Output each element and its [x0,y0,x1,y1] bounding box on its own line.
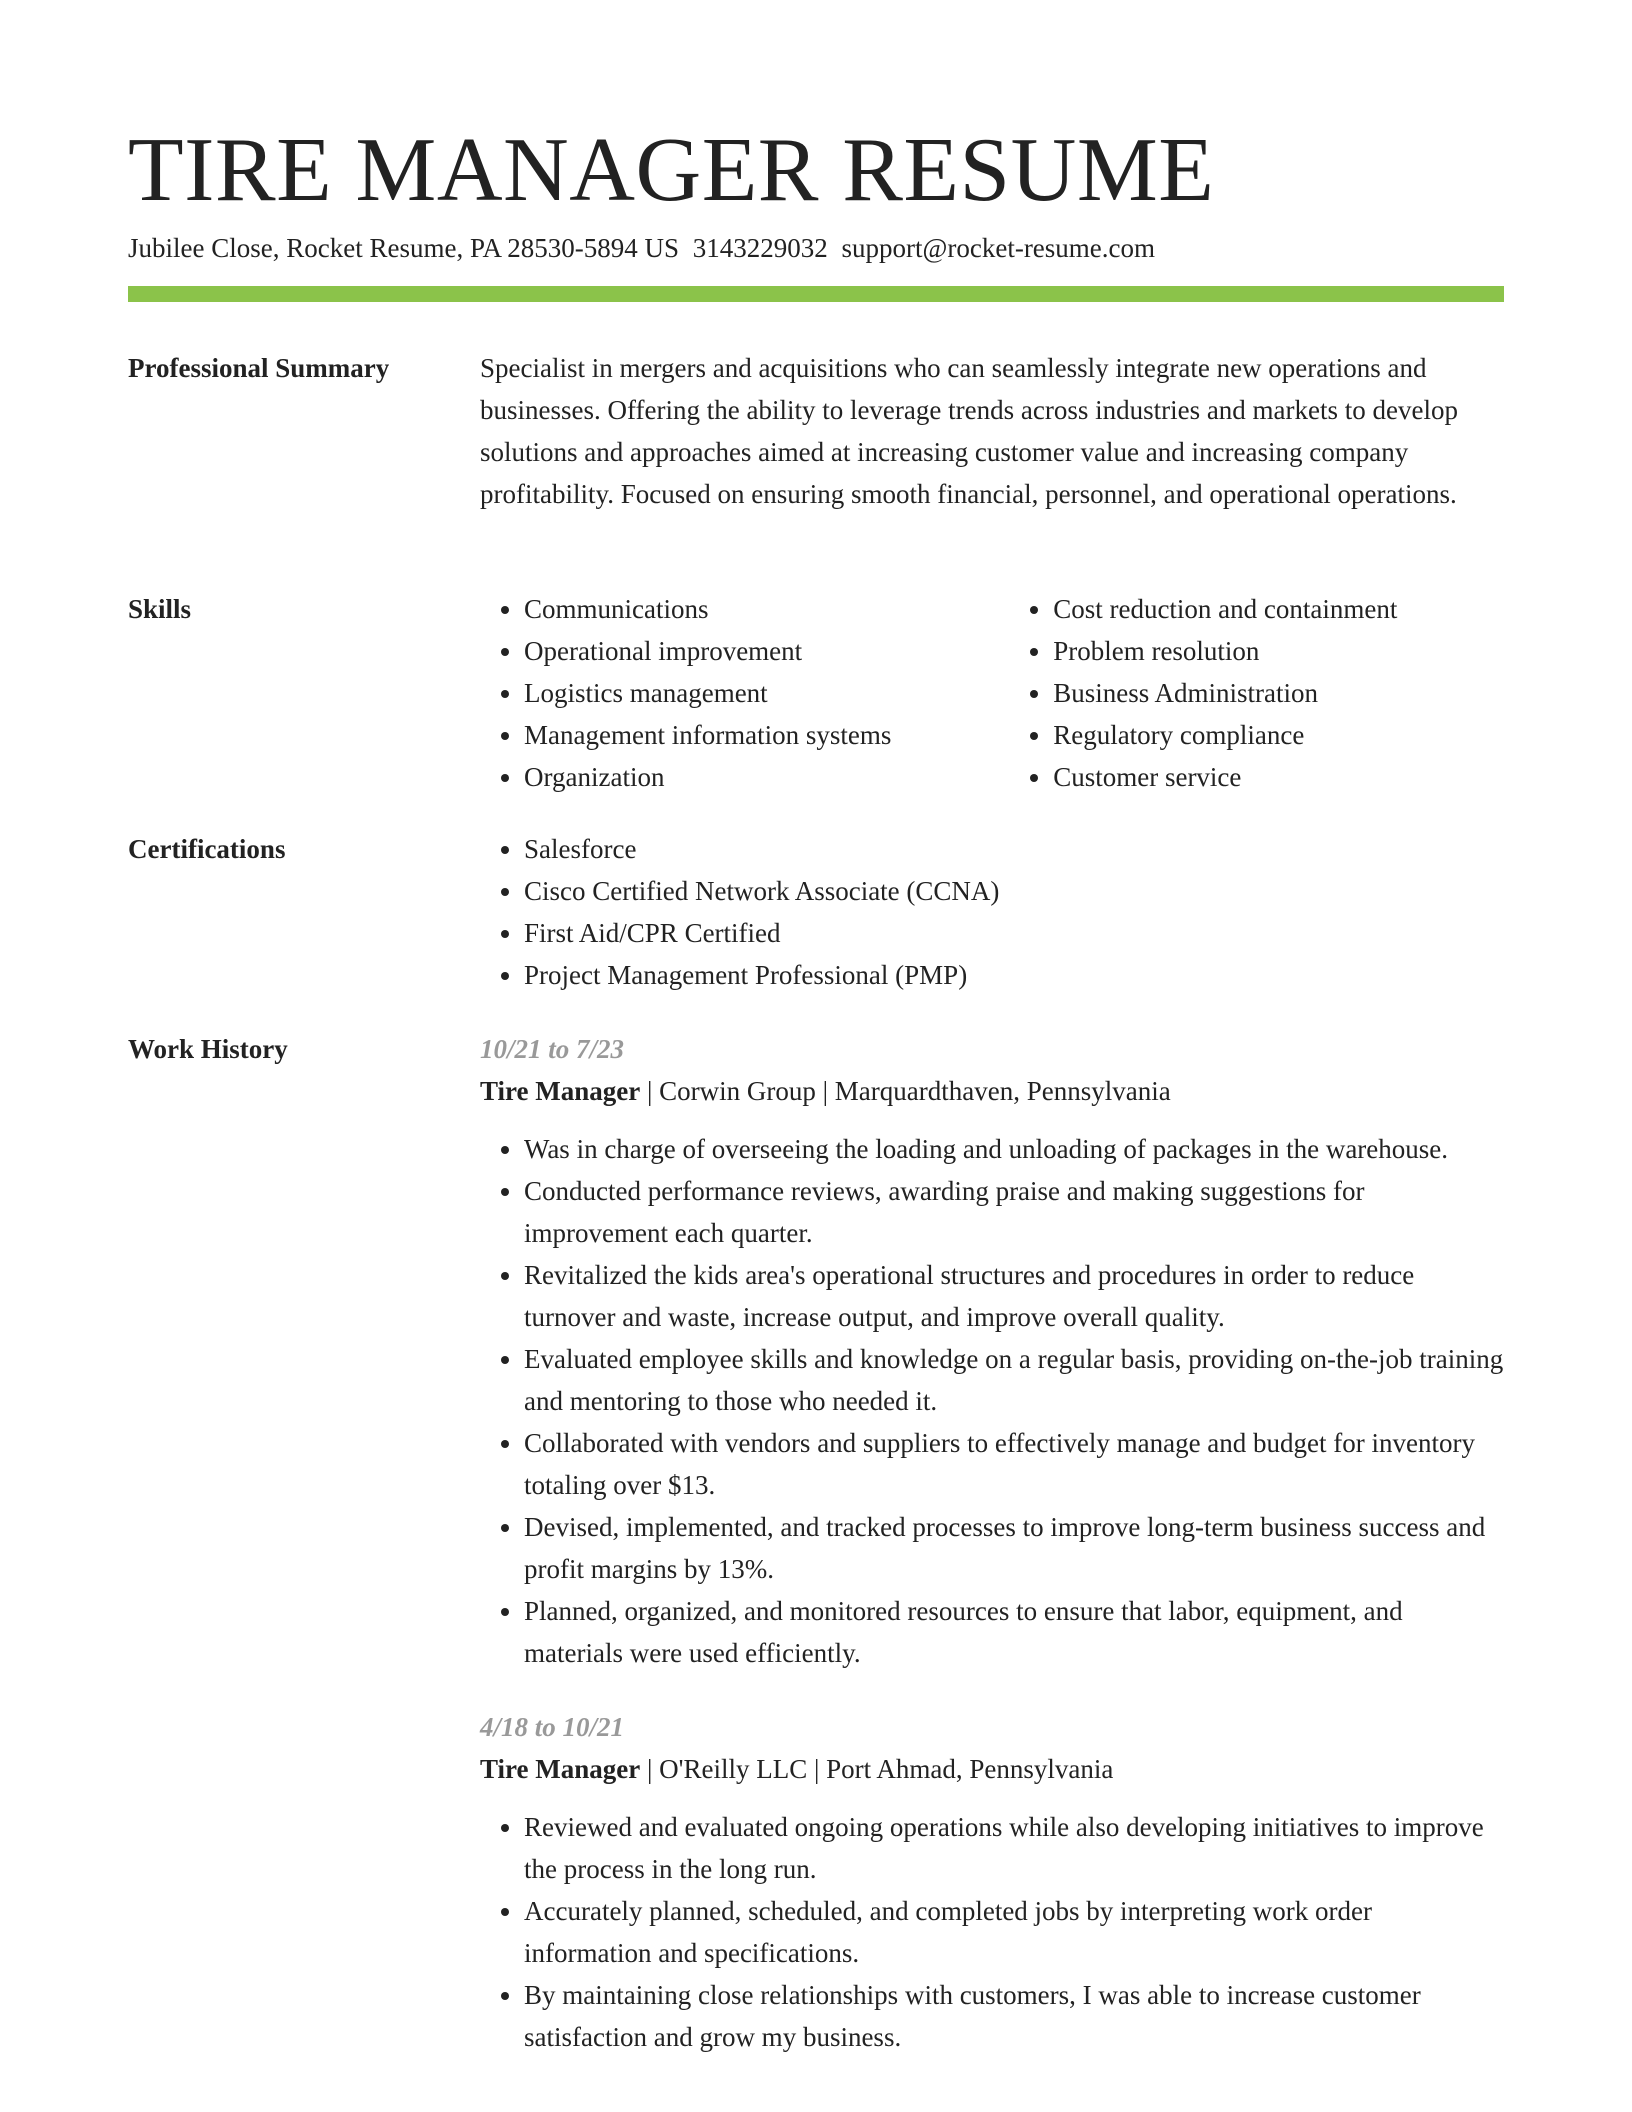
job-duty: • Was in charge of overseeing the loading and unloading of packages in the warehouse. [524,1128,1504,1170]
skill-item: • Regulatory compliance [1053,714,1504,756]
contact-email: support@rocket-resume.com [841,233,1156,263]
job-entry [480,1706,1504,2058]
skill-item: • Business Administration [1053,672,1504,714]
certifications-content [480,828,1504,996]
skill-item: • Problem resolution [1053,630,1504,672]
job-duty: • Conducted performance reviews, awarding praise and making suggestions for improvement each quarter. [524,1170,1504,1254]
contact-line [128,230,1155,266]
skills-columns [480,588,1504,798]
job-duties-list [480,1128,1504,1674]
summary-text: Specialist in mergers and acquisitions who can seamlessly integrate new operations and businesses. Offering the ability to leverage trends across industries and markets to develop solutions and approaches aimed at increasing customer value and increasing company profitability. Focused on ensuring smooth financial, personnel, and operational operations. [480,353,1458,509]
skill-item: • Management information systems [524,714,965,756]
job-duty: • Revitalized the kids area's operational structures and procedures in order to reduce turnover and waste, increase output, and improve overall quality. [524,1254,1504,1338]
skill-item: • Logistics management [524,672,965,714]
job-dates: 4/18 to 10/21 [480,1712,625,1742]
job-title: Tire Manager [480,1754,641,1784]
job-heading [480,1748,1504,1790]
skill-item: • Cost reduction and containment [1053,588,1504,630]
skill-item: • Organization [524,756,965,798]
job-duty: • Reviewed and evaluated ongoing operations while also developing initiatives to improve the process in the long run. [524,1806,1504,1890]
job-duty: • Evaluated employee skills and knowledge on a regular basis, providing on-the-job training and mentoring to those who needed it. [524,1338,1504,1422]
resume-title: TIRE MANAGER RESUME [128,119,1215,220]
job-duties-list [480,1806,1504,2058]
contact-phone: 3143229032 [692,233,828,263]
job-duty: • Planned, organized, and monitored resources to ensure that labor, equipment, and materials were used efficiently. [524,1590,1504,1674]
job-heading [480,1070,1504,1112]
skill-item: • Customer service [1053,756,1504,798]
job-duty: • Accurately planned, scheduled, and completed jobs by interpreting work order information and specifications. [524,1890,1504,1974]
skills-content [480,588,1504,798]
job-duty: • Devised, implemented, and tracked processes to improve long-term business success and profit margins by 13%. [524,1506,1504,1590]
job-employer-location: | O'Reilly LLC | Port Ahmad, Pennsylvania [640,1754,1114,1784]
section-label-certifications: Certifications [128,834,286,864]
skill-item: • Communications [524,588,965,630]
job-entry [480,1028,1504,1674]
certifications-list [480,828,1504,996]
certification-item: • Project Management Professional (PMP) [524,954,1504,996]
skills-list-right [1009,588,1504,798]
job-duty: • Collaborated with vendors and suppliers to effectively manage and budget for inventory totaling over $13. [524,1422,1504,1506]
skills-list-left [480,588,965,798]
job-employer-location: | Corwin Group | Marquardthaven, Pennsylvania [640,1076,1171,1106]
certification-item: • Salesforce [524,828,1504,870]
accent-divider [128,286,1504,302]
section-label-work-history: Work History [128,1034,288,1064]
job-title: Tire Manager [480,1076,641,1106]
section-label-skills: Skills [128,594,192,624]
skill-item: • Operational improvement [524,630,965,672]
summary-content [480,347,1504,515]
certification-item: • Cisco Certified Network Associate (CCNA) [524,870,1504,912]
work-history-content [480,1028,1504,2058]
section-label-summary: Professional Summary [128,353,390,383]
contact-address: Jubilee Close, Rocket Resume, PA 28530-5894 US [128,233,679,263]
job-dates: 10/21 to 7/23 [480,1034,625,1064]
certification-item: • First Aid/CPR Certified [524,912,1504,954]
job-duty: • By maintaining close relationships with customers, I was able to increase customer satisfaction and grow my business. [524,1974,1504,2058]
